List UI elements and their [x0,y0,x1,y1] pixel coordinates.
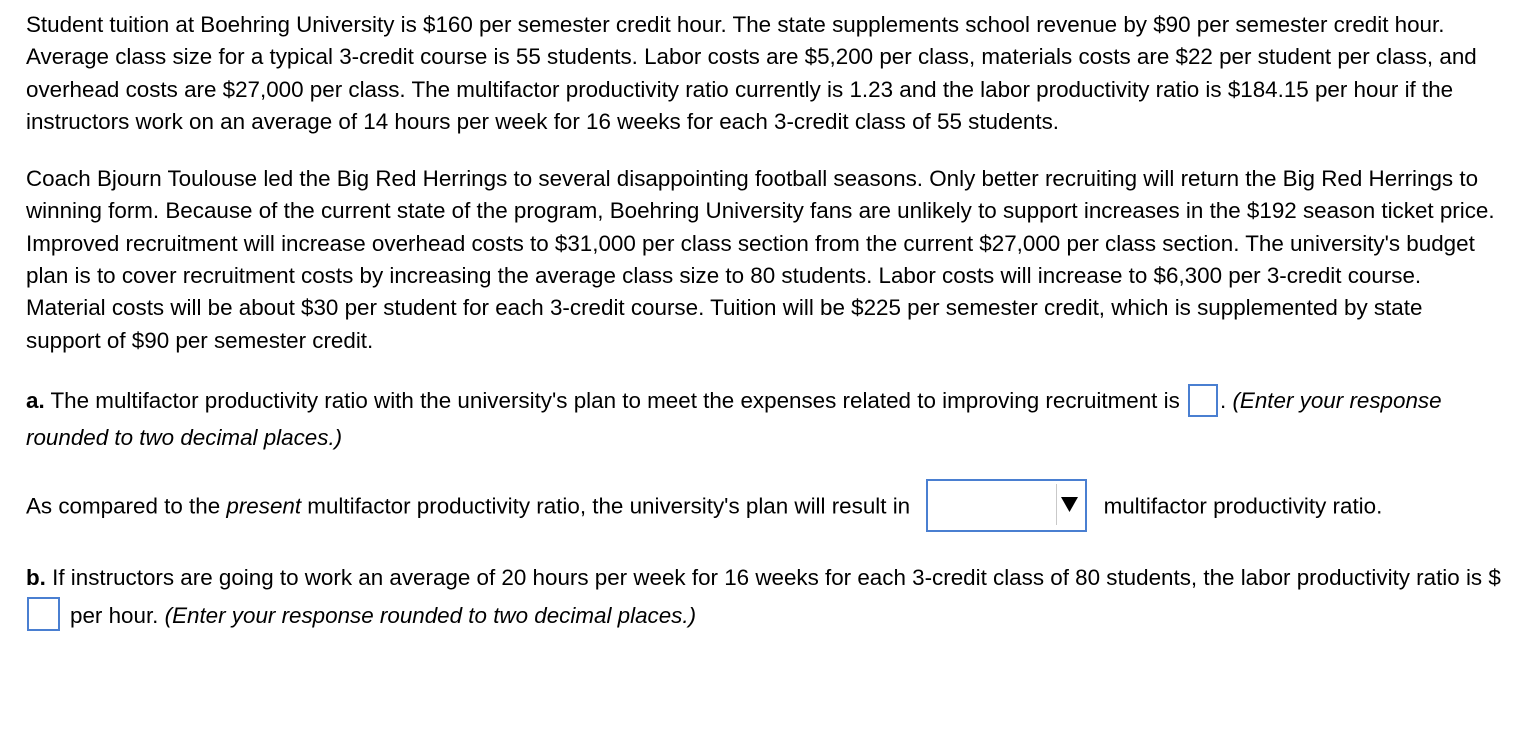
part-a-question [26,382,1501,456]
triangle-down-icon[interactable] [1056,484,1082,525]
part-a-period: . [1220,387,1233,413]
part-b-label: b. [26,564,46,590]
part-a-answer-input[interactable] [1188,384,1218,417]
compare-emphasis: present [226,493,302,519]
part-b-instruction: (Enter your response rounded to two decimal places.) [164,602,697,628]
productivity-change-dropdown[interactable] [926,479,1087,532]
part-a-text: The multifactor productivity ratio with the university's plan to meet the expenses related to improving recruitment is [44,387,1187,413]
part-a-label: a. [26,387,45,413]
question-page [26,9,1501,635]
part-a-instruction: (Enter your response rounded to two decimal places.) [26,387,1442,450]
compare-text-before: As compared to the [26,493,227,519]
scenario-paragraph: Coach Bjourn Toulouse led the Big Red Herrings to several disappointing football seasons. Only better recruiting will return the Big Red Herrings to winning form. Because of the current state of the program, Boehring University fans are unlikely to support increases in the $192 season ticket price. Improved recruitment will increase overhead costs to $31,000 per class section from the current $27,000 per class section. The university's budget plan is to cover recruitment costs by increasing the average class size to 80 students. Labor costs will increase to $6,300 per 3-credit course. Material costs will be about $30 per student for each 3-credit course. Tuition will be $225 per semester credit, which is supplemented by state support of $90 per semester credit. [26,166,1495,353]
compare-text-after: multifactor productivity ratio. [1097,493,1383,519]
part-b-question [26,559,1501,635]
intro-paragraph: Student tuition at Boehring University is $160 per semester credit hour. The state supplements school revenue by $90 per semester credit hour. Average class size for a typical 3-credit course is 55 students. Labor costs are $5,200 per class, materials costs are $22 per student per class, and overhead costs are $27,000 per class. The multifactor productivity ratio currently is 1.23 and the labor productivity ratio is $184.15 per hour if the instructors work on an average of 14 hours per week for 16 weeks for each 3-credit class of 55 students. [26,12,1477,134]
part-b-answer-input[interactable] [27,597,60,631]
compare-question [26,481,1501,534]
part-b-text: If instructors are going to work an average of 20 hours per week for 16 weeks for each 3-credit class of 80 students, the labor productivity ratio is $ [45,564,1501,590]
compare-text-middle: multifactor productivity ratio, the university's plan will result in [301,493,917,519]
part-b-text-after: per hour. [70,602,165,628]
